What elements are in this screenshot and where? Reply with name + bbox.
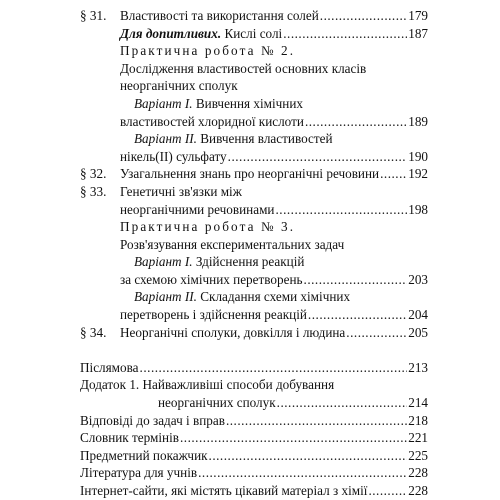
section-number: § 34. — [80, 324, 107, 340]
page-number: 192 — [408, 166, 428, 182]
entry-title: неорганічними речовинами — [120, 201, 275, 217]
entry-title: властивостей хлоридної кислоти — [120, 113, 304, 129]
dot-leader — [305, 112, 407, 131]
entry-title: нікель(ІІ) сульфату — [120, 148, 227, 164]
dot-leader — [277, 393, 408, 412]
toc-entry-literature[interactable] — [80, 463, 428, 482]
variant-text: Здійснення реакцій — [192, 254, 305, 270]
toc-entry-s33[interactable] — [120, 200, 428, 219]
practical-work-3-heading: Практична робота № 3. — [120, 219, 296, 235]
pr2-variant2-line1 — [134, 129, 442, 148]
page-number: 204 — [408, 307, 428, 323]
toc-entry-index[interactable] — [80, 446, 428, 465]
entry-title: Властивості та використання солей — [120, 8, 319, 23]
entry-title: Інтернет-сайти, які містять цікавий матеріал з хімії — [80, 483, 368, 498]
toc-entry-glossary[interactable] — [80, 428, 428, 447]
toc-entry-pr2-variant2[interactable] — [120, 147, 428, 166]
toc-entry-appendix[interactable] — [158, 393, 428, 412]
section-number: § 33. — [80, 183, 107, 199]
pr3-variant1-line1 — [134, 252, 442, 271]
practical-work-3-title: Розв'язування експериментальних задач — [120, 236, 345, 252]
page-number: 228 — [408, 483, 428, 498]
dot-leader — [140, 358, 408, 377]
pr2-variant1-line1 — [134, 94, 442, 113]
dot-leader — [308, 305, 407, 324]
entry-title: Словник термінів — [80, 430, 179, 446]
dot-leader — [368, 481, 407, 500]
entry-title: Генетичні зв'язки між — [120, 183, 242, 199]
entry-title: перетворень і здійснення реакцій — [120, 307, 307, 323]
entry-title: Кислі солі — [221, 25, 283, 41]
toc-entry-appendix-line1: Додаток 1. Найважливіші способи добування — [80, 377, 335, 393]
entry-title: Неорганічні сполуки, довкілля і людина — [120, 324, 346, 340]
dot-leader — [226, 411, 407, 430]
page-number: 205 — [408, 324, 428, 340]
toc-entry-answers[interactable] — [80, 411, 428, 430]
toc-entry-s31[interactable] — [80, 6, 428, 25]
entry-title: Відповіді до задач і вправ — [80, 412, 225, 428]
variant-label: Варіант ІІ. — [134, 131, 197, 147]
section-number: § 31. — [80, 8, 107, 23]
page-number: 190 — [408, 148, 428, 164]
page-number: 221 — [408, 430, 428, 446]
dot-leader — [180, 428, 407, 447]
toc-entry-s32[interactable] — [80, 164, 428, 183]
section-number: § 32. — [80, 166, 107, 182]
practical-work-2-heading: Практична робота № 2. — [120, 43, 296, 59]
pr3-variant2-line1 — [134, 287, 442, 306]
variant-label: Варіант І. — [134, 95, 193, 111]
practical-work-2-title-line2: неорганічних сполук — [120, 78, 238, 94]
practical-work-2-title-line1: Дослідження властивостей основних класів — [120, 60, 367, 76]
page-number: 187 — [408, 25, 428, 41]
toc-entry-pr2-variant1[interactable] — [120, 112, 428, 131]
toc-entry-afterword[interactable] — [80, 358, 428, 377]
toc-entry-curious[interactable] — [120, 24, 428, 43]
page-number: 189 — [408, 113, 428, 129]
dot-leader — [346, 323, 407, 342]
page-number: 213 — [408, 359, 428, 375]
dot-leader — [275, 200, 407, 219]
dot-leader — [380, 164, 407, 183]
variant-label: Варіант ІІ. — [134, 289, 197, 305]
page-number: 228 — [408, 465, 428, 481]
dot-leader — [320, 6, 407, 25]
toc-entry-pr3-variant1[interactable] — [120, 270, 428, 289]
toc-entry-pr3-variant2[interactable] — [120, 305, 428, 324]
page-number: 225 — [408, 447, 428, 463]
toc-entry-s33-line1 — [80, 182, 428, 201]
dot-leader — [304, 270, 408, 289]
variant-text: Вивчення властивостей — [196, 131, 333, 147]
entry-title: Література для учнів — [80, 465, 198, 481]
variant-text: Складання схеми хімічних — [196, 289, 351, 305]
toc-entry-s34[interactable] — [80, 323, 428, 342]
dot-leader — [228, 147, 408, 166]
dot-leader — [198, 463, 407, 482]
page-number: 179 — [408, 8, 428, 23]
variant-text: Вивчення хімічних — [192, 95, 304, 111]
page-number: 198 — [408, 201, 428, 217]
entry-title: Післямова — [80, 359, 139, 375]
dot-leader — [209, 446, 408, 465]
entry-title: за схемою хімічних перетворень — [120, 271, 303, 287]
entry-title: неорганічних сполук — [158, 395, 276, 411]
entry-title: Узагальнення знань про неорганічні речовини — [120, 166, 380, 182]
entry-label: Для допитливих. — [120, 25, 222, 41]
toc-entry-websites[interactable] — [80, 481, 428, 500]
page-number: 214 — [408, 395, 428, 411]
variant-label: Варіант І. — [134, 254, 193, 270]
entry-title: Предметний покажчик — [80, 447, 208, 463]
page-number: 203 — [408, 271, 428, 287]
dot-leader — [283, 24, 407, 43]
page-number: 218 — [408, 412, 428, 428]
